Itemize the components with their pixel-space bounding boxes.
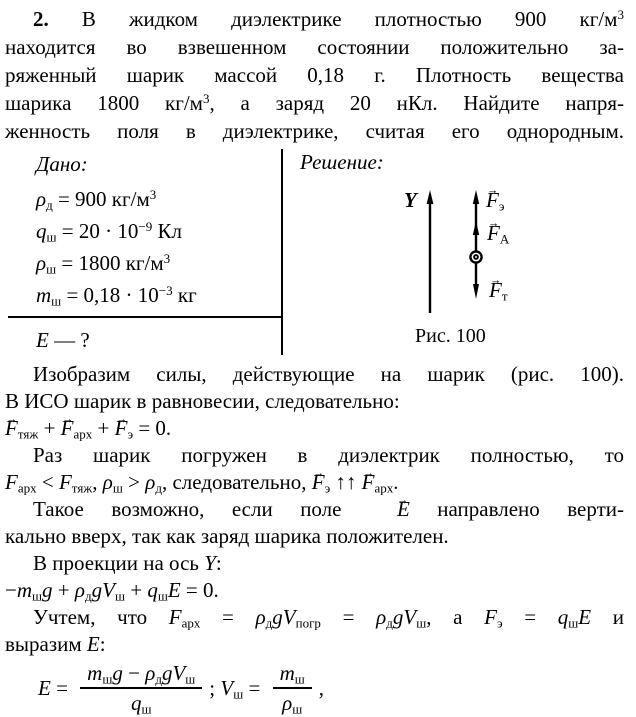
problem-text-line: шарика 1800 $кг/м^3$, а заряд 20 нКл. Найдите напря-: [5, 90, 625, 115]
arrowhead-fa: [473, 221, 479, 235]
figure-100: [388, 189, 548, 359]
given-solution-section: [5, 149, 624, 355]
given-values: [8, 183, 281, 311]
solution-text-line: выразим E:: [5, 632, 106, 656]
problem-statement: [5, 5, 624, 145]
fraction-2-denominator: $\rho_ш$: [282, 691, 303, 717]
equation-tail: ,: [318, 675, 325, 700]
fraction-2-numerator: $m_ш$: [273, 661, 312, 689]
given-value: $\rho_ш = 1800$ $кг/м^3$: [36, 250, 171, 277]
given-value: $q_ш = 20 \cdot 10^{-9}$ Кл: [36, 218, 182, 245]
solution-text-line: $F_{арх} < F_{тяж}$, $\rho_ш > \rho_д$, следовательно, → $F_э$ ↑↑ → $F_{арх}$.: [5, 469, 624, 496]
y-axis-arrowhead: [427, 190, 434, 204]
find-quantity: E — ?: [36, 328, 90, 352]
solution-text-line: → $F_{тяж}$ + → $F_{арх}$ + → $F_э = 0$.: [5, 415, 624, 442]
problem-text-line: 2. В жидком диэлектрике плотностью 900 $кг/м^3$: [33, 6, 624, 31]
given-rule: [8, 316, 281, 318]
given-value: $m_ш = 0,18 \cdot 10^{-3}$ кг: [36, 282, 197, 309]
arrowhead-ft: [473, 284, 479, 299]
solution-text-line: Такое возможно, если поле → E направлено верти-: [5, 496, 624, 523]
equation-mid: ; $V_ш$ =: [209, 675, 266, 702]
problem-text-line: женность поля в диэлектрике, считая его однородным.: [5, 119, 624, 143]
solution-text-line: кально вверх, так как заряд шарика положителен.: [5, 524, 449, 548]
force-electric-label: → $F_э$: [486, 189, 504, 211]
problem-text-line: ряженный шарик массой 0,18 г. Плотность вещества: [5, 63, 624, 87]
final-equation: [38, 661, 624, 715]
solution-text-line: $-m_шg + \rho_дgV_ш + q_шE = 0$.: [5, 578, 219, 604]
force-archimedes-label: → $F_А$: [487, 222, 509, 244]
charged-ball-center: [474, 255, 478, 259]
solution-header-area: [283, 149, 624, 355]
solution-text-line: Учтем, что $F_{арх} = \rho_дgV_{погр} = \rho_дgV_ш$, а $F_э = q_шE$ и: [33, 605, 624, 631]
fraction-1-denominator: $q_ш$: [130, 691, 152, 717]
figure-caption: Рис. 100: [415, 325, 486, 347]
solution-text-line: Изобразим силы, действующие на шарик (рис. 100).: [33, 362, 624, 386]
solution-text: [5, 361, 624, 658]
given-value: $\rho_д = 900$ $кг/м^3$: [36, 186, 157, 213]
solution-title: Решение:: [300, 150, 384, 174]
given-title: Дано:: [36, 152, 88, 176]
equation-lhs: E =: [38, 675, 74, 700]
fraction-1: [80, 661, 202, 715]
solution-text-line: В ИСО шарик в равновесии, следовательно:: [5, 389, 400, 413]
fraction-2: [273, 661, 312, 715]
solution-text-line: В проекции на ось Y:: [33, 551, 222, 575]
solution-text-line: Раз шарик погружен в диэлектрик полностью, то: [33, 443, 624, 467]
charged-ball: [470, 251, 481, 262]
force-gravity-label: → $F_т$: [489, 279, 508, 301]
problem-text-line: находится во взвешенном состоянии положительно за-: [5, 35, 624, 59]
given-box: [5, 149, 281, 355]
arrowhead-fe: [473, 190, 479, 204]
fraction-1-numerator: $m_шg - \rho_дgV_ш$: [80, 661, 202, 689]
y-axis-label: Y: [404, 188, 417, 212]
